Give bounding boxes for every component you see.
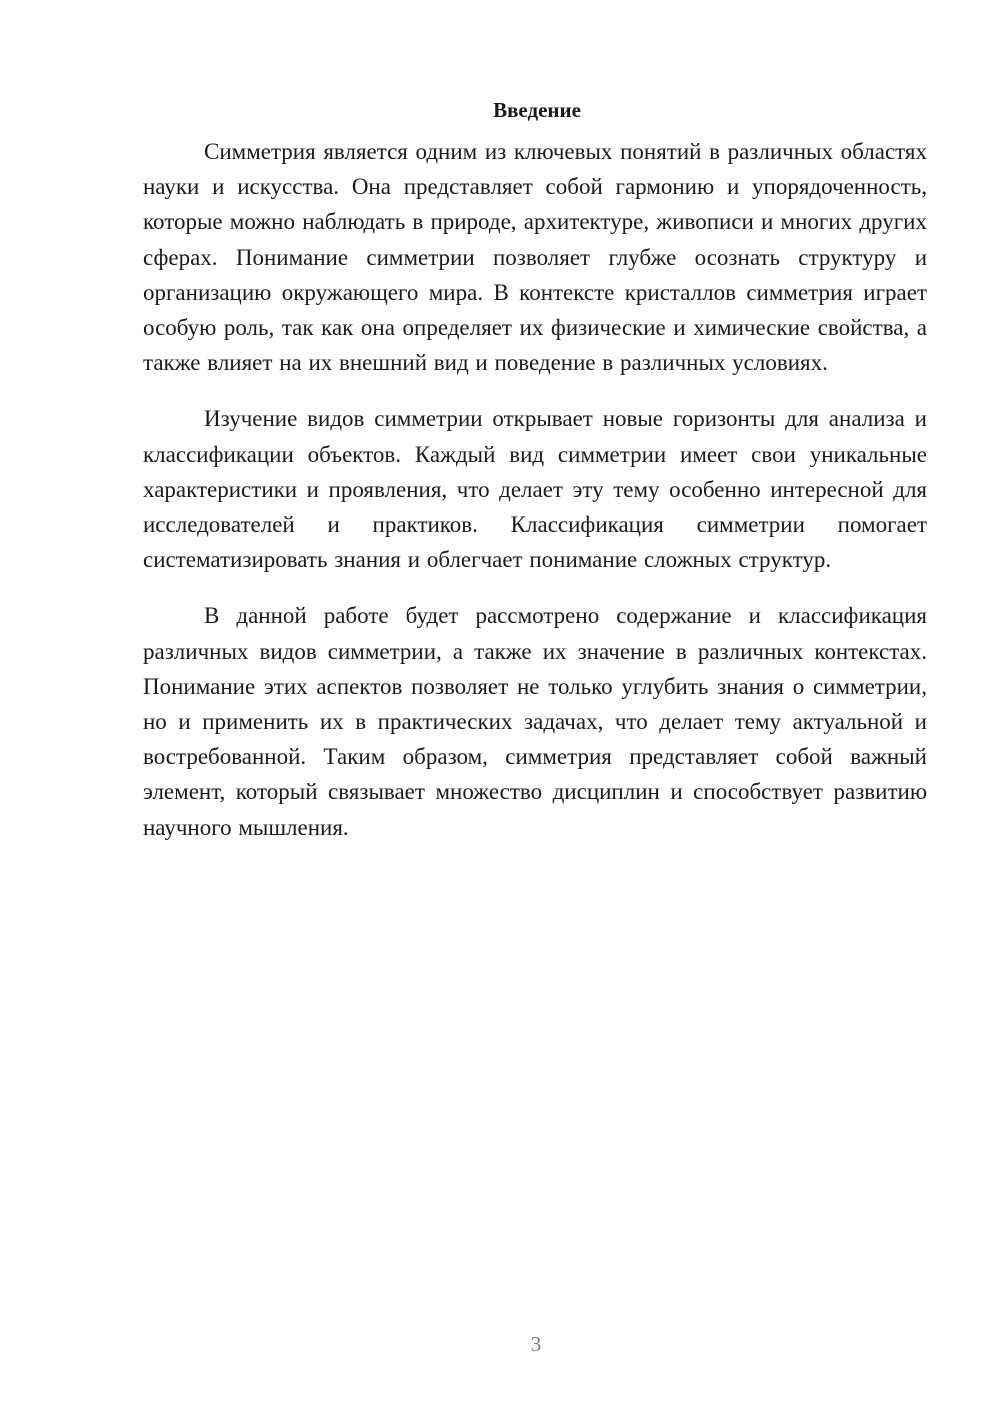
paragraph-3: В данной работе будет рассмотрено содержание и классификация различных видов симметрии, а также их значение в различных контекстах. Понимание этих аспектов позволяет не только углубить знания о симметрии, но и применить их в практических задачах, что делает тему актуальной и востребованной. Таким образом, симметрия представляет собой важный элемент, который связывает множество дисциплин и способствует развитию научного мышления. — [143, 603, 927, 840]
page-number: 3 — [530, 1332, 542, 1356]
paragraph-1: Симметрия является одним из ключевых понятий в различных областях науки и искусства. Она представляет собой гармонию и упорядоченность, которые можно наблюдать в природе, архитектуре, живописи и многих других сферах. Понимание симметрии позволяет глубже осознать структуру и организацию окружающего мира. В контексте кристаллов симметрия играет особую роль, так как она определяет их физические и химические свойства, а также влияет на их внешний вид и поведение в различных условиях. — [143, 139, 927, 376]
section-heading: Введение — [493, 98, 581, 122]
paragraph-2: Изучение видов симметрии открывает новые горизонты для анализа и классификации объектов. Каждый вид симметрии имеет свои уникальные характеристики и проявления, что делает эту тему особенно интересной для исследователей и практиков. Классификация симметрии помогает систематизировать знания и облегчает понимание сложных структур. — [143, 406, 927, 573]
page-content — [143, 92, 927, 866]
